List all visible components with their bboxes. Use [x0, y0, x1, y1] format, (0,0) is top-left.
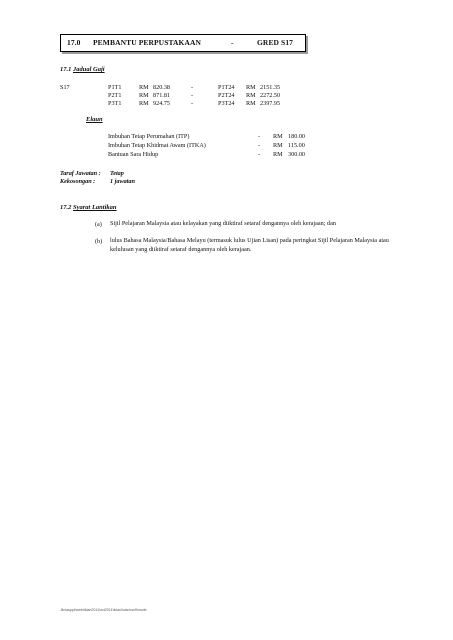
salary-dash: - [191, 92, 194, 99]
taraf-jawatan-value: Tetap [110, 170, 124, 177]
header-title: PEMBANTU PERPUSTAKAAN [93, 38, 202, 47]
elaun-value: 300.00 [288, 151, 306, 158]
elaun-heading [86, 116, 103, 123]
elaun-label: Imbuhan Tetap Perumahan (ITP) [108, 133, 190, 140]
salary-value-end: 2151.35 [260, 84, 281, 91]
salary-value-end: 2272.50 [260, 92, 281, 99]
elaun-value: 115.00 [288, 142, 305, 149]
salary-value-start: 924.75 [153, 100, 171, 107]
salary-value-end: 2397.95 [260, 100, 281, 107]
section-number: 17.2 [60, 204, 72, 211]
section-syarat-lantikan-heading [60, 204, 117, 211]
elaun-dash: - [258, 133, 261, 140]
item-marker: (b) [95, 238, 103, 245]
salary-grade: S17 [60, 84, 70, 91]
elaun-rm: RM [273, 133, 283, 140]
salary-code-start: P3T1 [108, 100, 122, 107]
salary-code-start: P2T1 [108, 92, 122, 99]
syarat-item-b: lulus Bahasa Malaysia/Bahasa Melayu (termasuk lulus Ujian Lisan) pada peringkat Sijil Pelajaran Malaysia atau kelulusan yang diiktiraf setaraf dengannya oleh kerajaan. [110, 237, 389, 253]
salary-rm: RM [139, 84, 149, 91]
kekosongan-value: 1 jawatan [110, 178, 135, 185]
elaun-dash: - [258, 151, 261, 158]
section-number: 17.1 [60, 66, 72, 73]
salary-code-end: P1T24 [218, 84, 235, 91]
elaun-dash: - [258, 142, 261, 149]
syarat-item-a: Sijil Pelajaran Malaysia atau kelayakan yang diiktiraf setaraf dengannya oleh kerajaan; dan [110, 220, 336, 227]
salary-dash: - [191, 84, 194, 91]
salary-rm: RM [246, 84, 256, 91]
elaun-label: Bantuan Sara Hidup [108, 151, 159, 158]
salary-rm: RM [246, 100, 256, 107]
elaun-title: Elaun [86, 116, 103, 123]
elaun-rm: RM [273, 151, 283, 158]
header-number: 17.0 [67, 38, 81, 47]
taraf-jawatan-label: Taraf Jawatan : [60, 170, 101, 177]
header-grade: GRED S17 [257, 38, 294, 47]
footer-path: Jkn\suppt\web\iklan2011\oct2011\iklan\lulan\no9\mode [60, 608, 147, 612]
salary-rm: RM [139, 92, 149, 99]
elaun-rm: RM [273, 142, 283, 149]
salary-code-start: P1T1 [108, 84, 122, 91]
salary-value-start: 820.38 [153, 84, 171, 91]
salary-rm: RM [139, 100, 149, 107]
salary-code-end: P2T24 [218, 92, 235, 99]
elaun-value: 180.00 [288, 133, 306, 140]
header-dash: - [231, 38, 234, 47]
kekosongan-label: Kekosongan : [60, 178, 96, 185]
header-box [60, 34, 306, 52]
salary-value-start: 871.81 [153, 92, 171, 99]
salary-dash: - [191, 100, 194, 107]
elaun-label: Imbuhan Tetap Khidmat Awam (ITKA) [108, 142, 206, 149]
salary-rm: RM [246, 92, 256, 99]
item-marker: (a) [95, 221, 102, 228]
section-title: Jadual Gaji [73, 66, 105, 73]
section-title: Syarat Lantikan [73, 204, 117, 211]
section-jadual-gaji-heading [60, 66, 105, 73]
salary-code-end: P3T24 [218, 100, 235, 107]
